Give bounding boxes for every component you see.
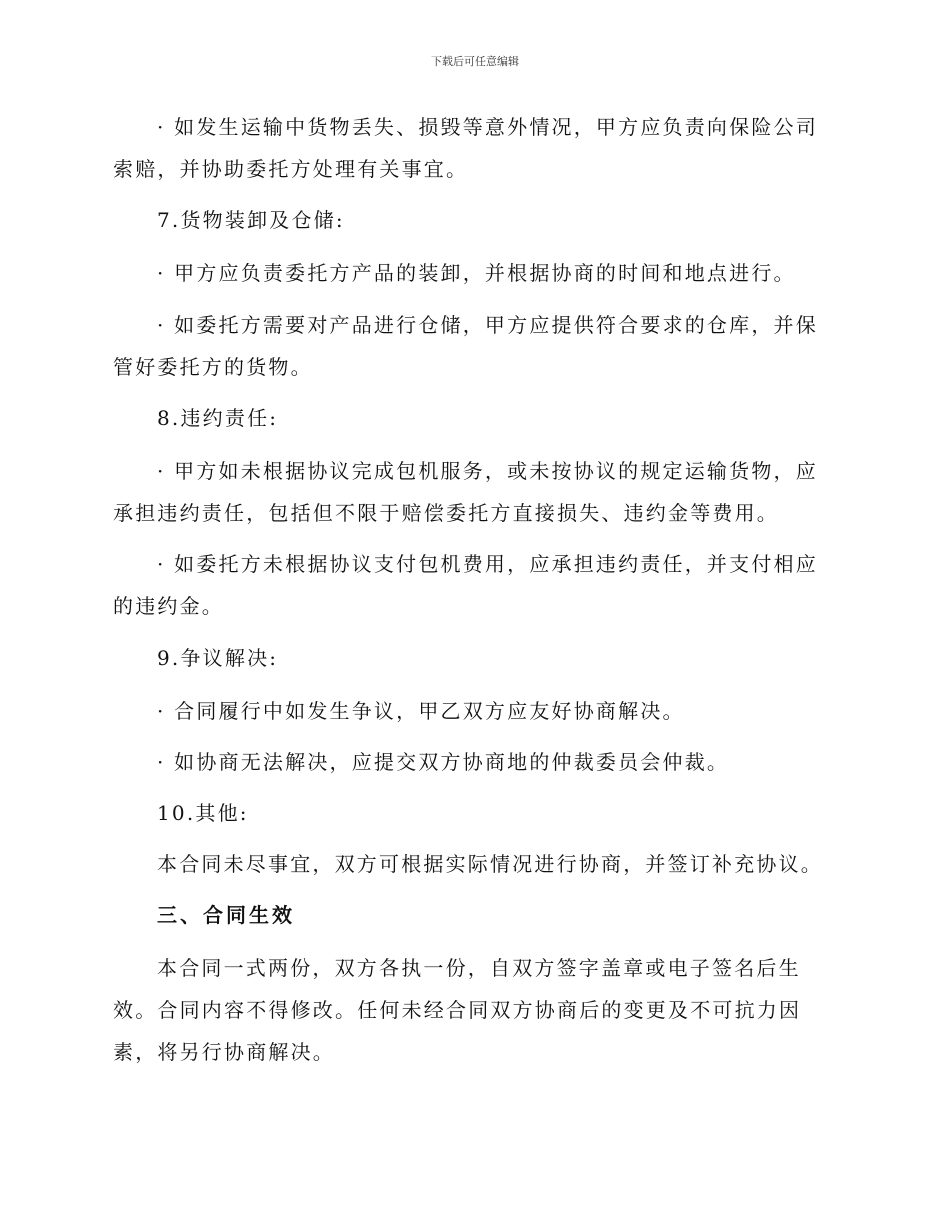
heading-loading-storage: 7.货物装卸及仓储: — [157, 208, 345, 232]
bullet-liability-client: · 如委托方未根据协议支付包机费用，应承担违约责任，并支付相应的违约金。 — [113, 552, 818, 618]
bullet-storage: · 如委托方需要对产品进行仓储，甲方应提供符合要求的仓库，并保管好委托方的货物。 — [113, 313, 818, 379]
bullet-loss-damage: · 如发生运输中货物丢失、损毁等意外情况，甲方应负责向保险公司索赔，并协助委托方处理有关事宜。 — [113, 115, 818, 181]
bullet-arbitration: · 如协商无法解决，应提交双方协商地的仲裁委员会仲裁。 — [157, 750, 730, 774]
bullet-loading: · 甲方应负责委托方产品的装卸，并根据协商的时间和地点进行。 — [157, 261, 796, 285]
heading-liability: 8.违约责任: — [157, 406, 279, 430]
paragraph-effect: 本合同一式两份，双方各执一份，自双方签字盖章或电子签名后生效。合同内容不得修改。任何未经合同双方协商后的变更及不可抗力因素，将另行协商解决。 — [113, 956, 802, 1064]
paragraph-supplement: 本合同未尽事宜，双方可根据实际情况进行协商，并签订补充协议。 — [157, 852, 823, 876]
heading-dispute: 9.争议解决: — [157, 646, 279, 670]
section-heading-effect: 三、合同生效 — [157, 903, 295, 927]
bullet-liability-party-a: · 甲方如未根据协议完成包机服务，或未按协议的规定运输货物，应承担违约责任，包括但不限于赔偿委托方直接损失、违约金等费用。 — [113, 459, 818, 525]
bullet-dispute-negotiation: · 合同履行中如发生争议，甲乙双方应友好协商解决。 — [157, 699, 685, 723]
heading-other: 10.其他: — [157, 801, 249, 825]
page-header-note: 下载后可任意编辑 — [431, 55, 519, 68]
